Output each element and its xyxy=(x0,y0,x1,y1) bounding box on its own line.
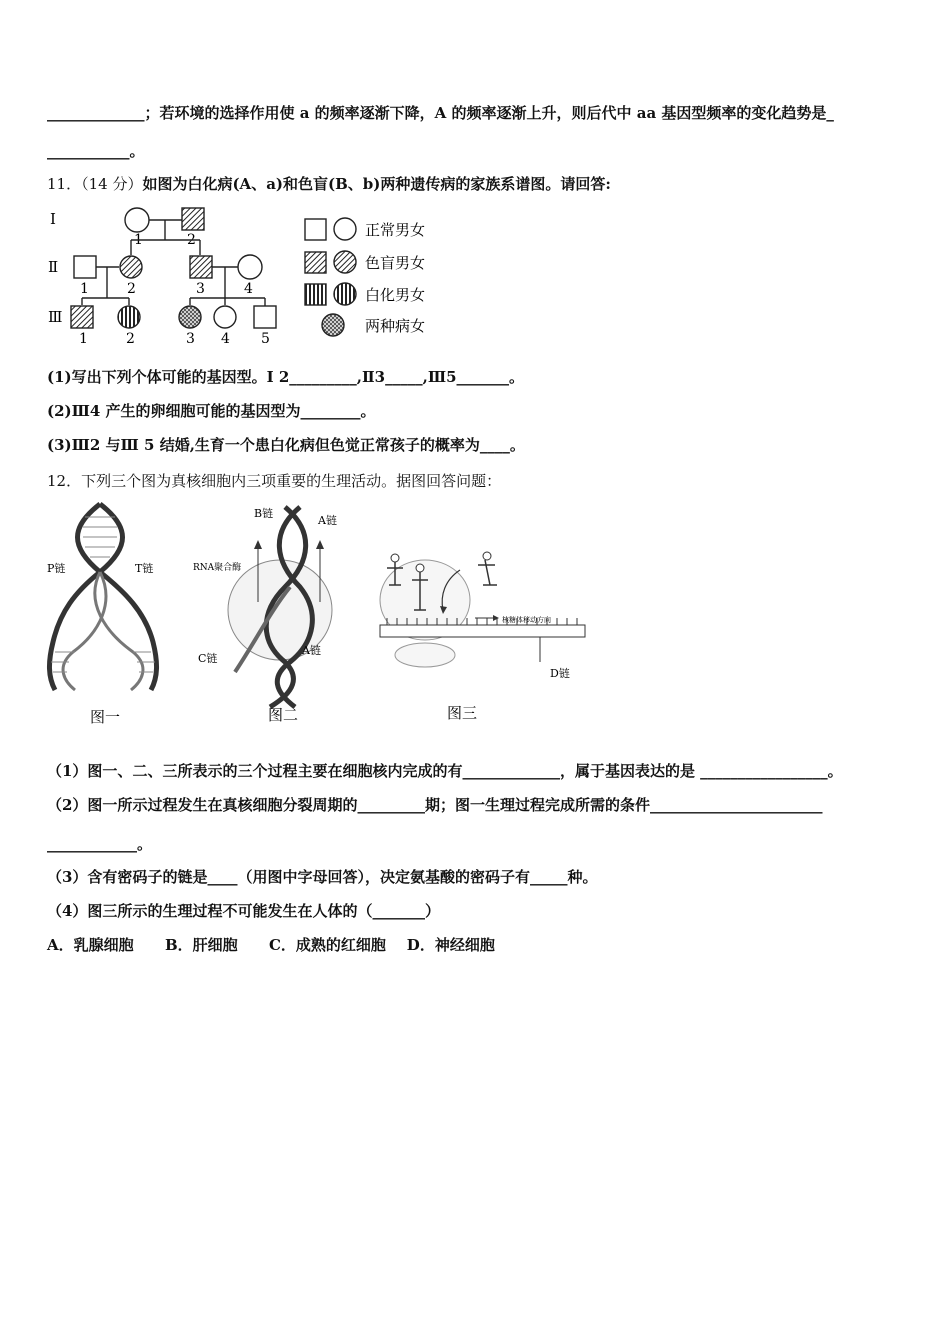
legend-both-label: 两种病女 xyxy=(365,317,426,335)
fig1-caption: 图一 xyxy=(90,708,121,726)
legend-normal-label: 正常男女 xyxy=(365,221,426,239)
pedigree-III-3-label: 3 xyxy=(186,331,195,347)
question-12-sub-3: （3）含有密码子的链是____（用图中字母回答），决定氨基酸的密码子有_____种。 xyxy=(47,868,598,886)
pedigree-III-5 xyxy=(254,306,276,328)
pedigree-II-3-label: 3 xyxy=(196,281,205,297)
question-12-sub-2b: ____________。 xyxy=(47,835,153,853)
question-11-sub-2: (2)Ⅲ4 产生的卵细胞可能的基因型为________。 xyxy=(47,402,376,420)
blank-line-1: _____________；若环境的选择作用使 a 的频率逐渐下降，A 的频率逐渐上升，则后代中 aa 基因型频率的变化趋势是_ xyxy=(47,104,834,122)
pedigree-II-1 xyxy=(74,256,96,278)
question-12-sub-2a: （2）图一所示过程发生在真核细胞分裂周期的_________期；图一生理过程完成所需的条件_______________________ xyxy=(47,796,823,814)
legend-colorblind-male xyxy=(305,252,326,273)
question-11-text: 如图为白化病(A、a)和色盲(B、b)两种遗传病的家族系谱图。请回答: xyxy=(142,175,611,193)
fig1-label-t: T链 xyxy=(135,562,154,575)
pedigree-III-4-label: 4 xyxy=(221,331,230,347)
pedigree-I-1-label: 1 xyxy=(134,232,143,248)
fig3-caption: 图三 xyxy=(447,704,478,722)
gen-label-2: Ⅱ xyxy=(48,258,59,276)
pedigree-II-2-label: 2 xyxy=(127,281,136,297)
legend-normal-male xyxy=(305,219,326,240)
pedigree-I-2-label: 2 xyxy=(187,232,196,248)
fig3-label-d: D链 xyxy=(550,667,570,680)
pedigree-II-2 xyxy=(120,256,142,278)
pedigree-II-4 xyxy=(238,255,262,279)
legend-albino-female xyxy=(334,283,356,305)
pedigree-II-1-label: 1 xyxy=(80,281,89,297)
pedigree-III-3 xyxy=(179,306,201,328)
gen-label-3: Ⅲ xyxy=(48,308,63,326)
figure-1-dna-replication xyxy=(45,502,170,727)
question-11-stem xyxy=(47,174,611,194)
legend-both-female xyxy=(322,314,344,336)
fig2-label-a-bottom: A链 xyxy=(302,644,321,657)
question-12-sub-1: （1）图一、二、三所表示的三个过程主要在细胞核内完成的有_____________，属于基因表达的是 _________________。 xyxy=(47,762,843,780)
pedigree-III-1 xyxy=(71,306,93,328)
legend-colorblind-female xyxy=(334,251,356,273)
fig1-label-p: P链 xyxy=(47,562,66,575)
fig3-label-direction: 核糖体移动方向 xyxy=(502,616,551,624)
pedigree-II-4-label: 4 xyxy=(244,281,253,297)
pedigree-I-1 xyxy=(125,208,149,232)
question-11-sub-3: (3)Ⅲ2 与Ⅲ 5 结婚,生育一个患白化病但色觉正常孩子的概率为____。 xyxy=(47,436,525,454)
fig2-caption: 图二 xyxy=(268,706,299,724)
pedigree-II-3 xyxy=(190,256,212,278)
pedigree-III-5-label: 5 xyxy=(261,331,270,347)
figure-3-translation xyxy=(365,540,595,725)
fig2-label-a-top: A链 xyxy=(318,514,337,527)
gen-label-1: Ⅰ xyxy=(50,210,56,228)
pedigree-I-2 xyxy=(182,208,204,230)
question-12-stem: 12．下列三个图为真核细胞内三项重要的生理活动。据图回答问题： xyxy=(47,472,502,490)
pedigree-III-2 xyxy=(118,306,140,328)
legend-colorblind-label: 色盲男女 xyxy=(365,254,426,272)
pedigree-chart xyxy=(45,200,440,348)
fig2-label-b: B链 xyxy=(254,507,274,520)
pedigree-III-2-label: 2 xyxy=(126,331,135,347)
question-11-sub-1: (1)写出下列个体可能的基因型。Ⅰ 2_________,Ⅱ3_____,Ⅲ5_______。 xyxy=(47,368,525,386)
legend-albino-label: 白化男女 xyxy=(365,286,426,304)
pedigree-III-1-label: 1 xyxy=(79,331,88,347)
blank-line-2: ___________。 xyxy=(47,142,145,160)
legend-normal-female xyxy=(334,218,356,240)
figure-2-transcription xyxy=(190,502,360,727)
pedigree-III-4 xyxy=(214,306,236,328)
question-11-number: 11．（14 分） xyxy=(47,175,143,193)
question-12-sub-4: （4）图三所示的生理过程不可能发生在人体的（_______） xyxy=(47,902,440,920)
legend-albino-male xyxy=(305,284,326,305)
fig2-label-rna-polymerase: RNA聚合酶 xyxy=(193,563,242,573)
fig2-label-c: C链 xyxy=(198,652,218,665)
question-12-options: A．乳腺细胞 B．肝细胞 C．成熟的红细胞 D．神经细胞 xyxy=(47,936,495,954)
